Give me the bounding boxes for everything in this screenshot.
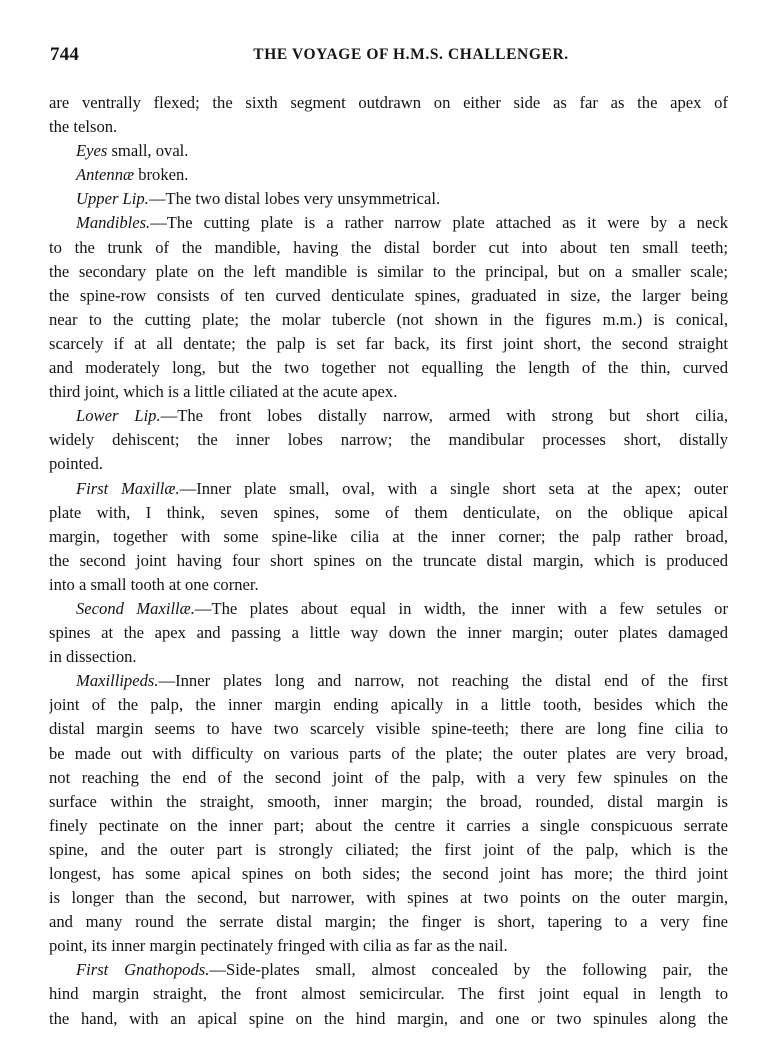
- line-text: —Inner plates long and narrow, not reaching the distal end of the first: [158, 671, 728, 691]
- body-text: [49, 91, 728, 1031]
- line-text: not reaching the end of the second joint of the palp, with a very few spinules on the: [49, 767, 728, 787]
- line-text: the spine-row consists of ten curved denticulate spines, graduated in size, the larger being: [49, 285, 728, 305]
- line-text: hind margin straight, the front almost semicircular. The first joint equal in length to: [49, 984, 728, 1004]
- line-text: third joint, which is a little ciliated at the acute apex.: [49, 382, 398, 402]
- line-text: to the trunk of the mandible, having the distal border cut into about ten small teeth;: [49, 237, 728, 257]
- page-header: [50, 44, 728, 68]
- text-line: [49, 766, 728, 790]
- line-text: spine, and the outer part is strongly ciliated; the first joint of the palp, which is the: [49, 839, 728, 859]
- text-line: [49, 260, 728, 284]
- line-text: the secondary plate on the left mandible is similar to the principal, but on a smaller scale;: [49, 261, 728, 281]
- text-line: [49, 477, 728, 501]
- line-text: the telson.: [49, 117, 118, 137]
- section-heading: First Maxillæ.: [76, 478, 180, 498]
- text-line: [49, 982, 728, 1006]
- text-line: [49, 934, 728, 958]
- line-text: —Side-plates small, almost concealed by the following pair, the: [209, 960, 728, 980]
- running-head: THE VOYAGE OF H.M.S. CHALLENGER.: [253, 46, 569, 63]
- section-heading: Mandibles.: [76, 213, 151, 233]
- text-line: [49, 1007, 728, 1031]
- text-line: [49, 910, 728, 934]
- section-heading: First Gnathopods.: [76, 960, 210, 980]
- text-line: [49, 597, 728, 621]
- section-heading: Upper Lip.: [76, 189, 149, 209]
- text-line: [49, 645, 728, 669]
- line-text: broken.: [134, 165, 189, 185]
- line-text: —The front lobes distally narrow, armed with strong but short cilia,: [160, 406, 728, 426]
- line-text: into a small tooth at one corner.: [49, 574, 259, 594]
- line-text: widely dehiscent; the inner lobes narrow; the mandibular processes short, distally: [49, 430, 728, 450]
- line-text: spines at the apex and passing a little way down the inner margin; outer plates damaged: [49, 623, 728, 643]
- text-line: [49, 862, 728, 886]
- line-text: scarcely if at all dentate; the palp is set far back, its first joint short, the second straight: [49, 333, 728, 353]
- line-text: be made out with difficulty on various parts of the plate; the outer plates are very broad,: [49, 743, 728, 763]
- text-line: [49, 187, 728, 211]
- line-text: pointed.: [49, 454, 103, 474]
- text-line: [49, 669, 728, 693]
- text-line: [49, 693, 728, 717]
- line-text: plate with, I think, seven spines, some of them denticulate, on the oblique apical: [49, 502, 728, 522]
- text-line: [49, 356, 728, 380]
- text-line: [49, 91, 728, 115]
- text-line: [49, 428, 728, 452]
- line-text: finely pectinate on the inner part; about the centre it carries a single conspicuous serrate: [49, 815, 728, 835]
- line-text: distal margin seems to have two scarcely visible spine-teeth; there are long fine cilia to: [49, 719, 728, 739]
- line-text: joint of the palp, the inner margin ending apically in a little tooth, besides which the: [49, 695, 728, 715]
- page-number: 744: [50, 44, 80, 65]
- text-line: [49, 742, 728, 766]
- line-text: the hand, with an apical spine on the hind margin, and one or two spinules along the: [49, 1008, 728, 1028]
- text-line: [49, 452, 728, 476]
- line-text: longest, has some apical spines on both sides; the second joint has more; the third joint: [49, 864, 728, 883]
- text-line: [49, 115, 728, 139]
- text-line: [49, 163, 728, 187]
- line-text: —Inner plate small, oval, with a single short seta at the apex; outer: [179, 478, 728, 498]
- text-line: [49, 790, 728, 814]
- line-text: small, oval.: [107, 141, 189, 161]
- text-line: [49, 814, 728, 838]
- text-line: [49, 308, 728, 332]
- line-text: near to the cutting plate; the molar tubercle (not shown in the figures m.m.) is conical,: [49, 309, 728, 329]
- line-text: are ventrally flexed; the sixth segment outdrawn on either side as far as the apex of: [49, 93, 728, 112]
- section-heading: Second Maxillæ.: [76, 598, 195, 618]
- text-line: [49, 332, 728, 356]
- line-text: —The plates about equal in width, the inner with a few setules or: [194, 598, 728, 618]
- line-text: is longer than the second, but narrower, with spines at two points on the outer margin,: [49, 888, 728, 908]
- section-heading: Antennæ: [76, 165, 135, 185]
- text-line: [49, 501, 728, 525]
- line-text: margin, together with some spine-like cilia at the inner corner; the palp rather broad,: [49, 526, 728, 546]
- text-line: [49, 236, 728, 260]
- text-line: [49, 838, 728, 862]
- line-text: —The cutting plate is a rather narrow plate attached as it were by a neck: [150, 213, 728, 233]
- text-line: [49, 404, 728, 428]
- section-heading: Maxillipeds.: [76, 671, 159, 691]
- line-text: the second joint having four short spines on the truncate distal margin, which is produced: [49, 550, 728, 570]
- text-line: [49, 211, 728, 235]
- line-text: in dissection.: [49, 647, 137, 667]
- text-line: [49, 139, 728, 163]
- text-line: [49, 717, 728, 741]
- text-line: [49, 573, 728, 597]
- line-text: and moderately long, but the two together not equalling the length of the thin, curved: [49, 358, 728, 378]
- section-heading: Lower Lip.: [76, 406, 161, 426]
- line-text: point, its inner margin pectinately fringed with cilia as far as the nail.: [49, 936, 508, 956]
- text-line: [49, 549, 728, 573]
- text-line: [49, 621, 728, 645]
- line-text: surface within the straight, smooth, inner margin; the broad, rounded, distal margin is: [49, 791, 728, 811]
- text-line: [49, 958, 728, 982]
- text-line: [49, 380, 728, 404]
- line-text: —The two distal lobes very unsymmetrical.: [148, 189, 441, 209]
- text-line: [49, 525, 728, 549]
- section-heading: Eyes: [76, 141, 108, 161]
- text-line: [49, 284, 728, 308]
- line-text: and many round the serrate distal margin; the finger is short, tapering to a very fine: [49, 912, 728, 932]
- text-line: [49, 886, 728, 910]
